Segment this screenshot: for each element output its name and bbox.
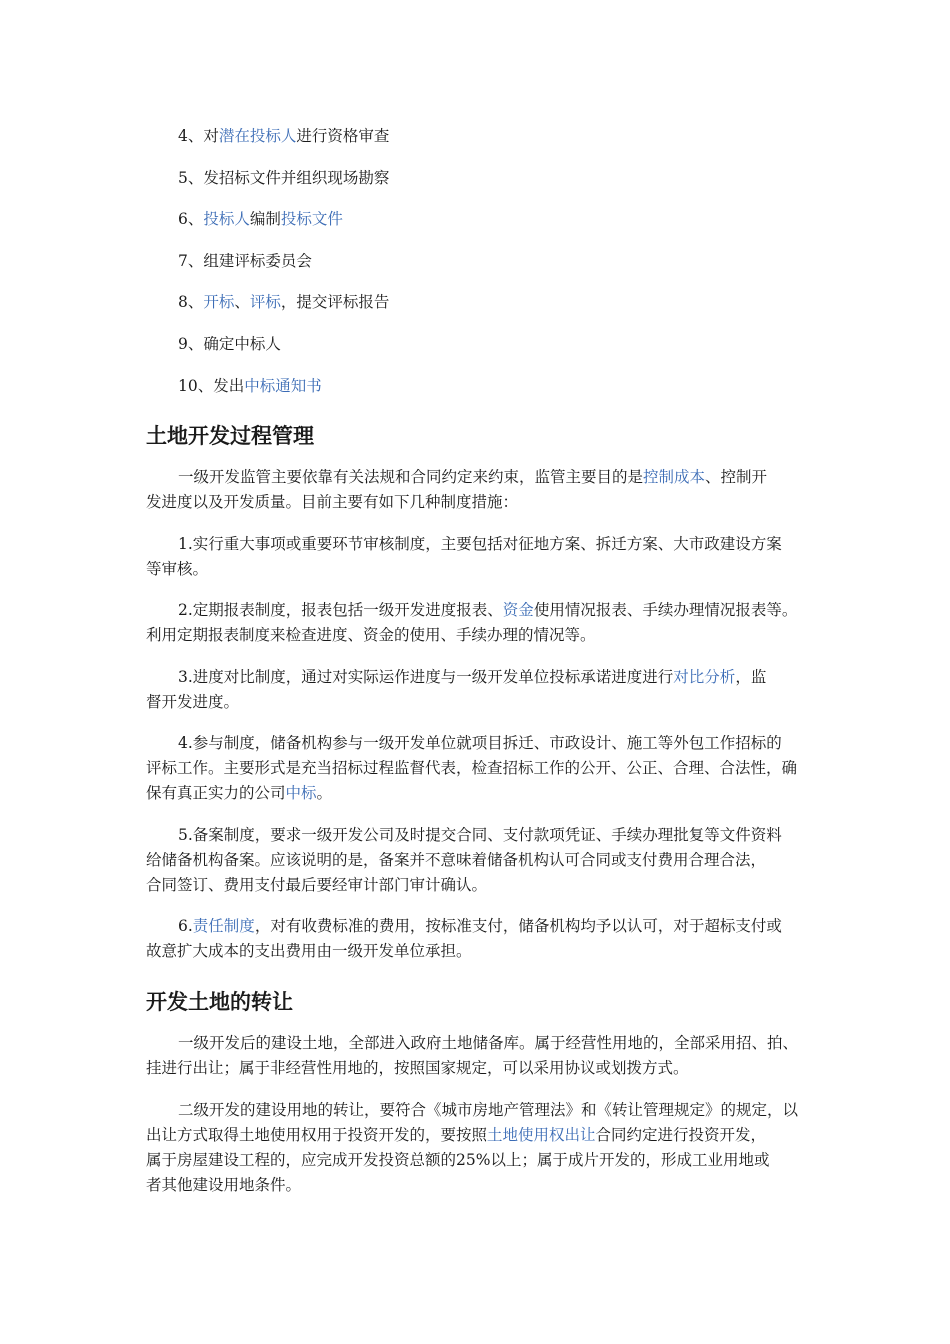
text-run: 一级开发后的建设土地，全部进入政府土地储备库。属于经营性用地的，全部采用招、拍、 [178,1034,799,1052]
paragraph-line [146,690,816,715]
paragraph [146,465,816,515]
paragraph-line [146,1031,816,1056]
text-run: 。 [316,784,333,802]
link-pingbiao[interactable]: 评标 [249,293,281,311]
text-run: 督开发进度。 [146,693,240,711]
text-run: 使用情况报表、手续办理情况报表等。 [533,601,798,619]
link-kongzhi-chengben[interactable]: 控制成本 [643,468,706,486]
text-run: 3.进度对比制度，通过对实际运作进度与一级开发单位投标承诺进度进行 [178,668,674,686]
text-run: 合同约定进行投资开发， [595,1126,767,1144]
text-run: 2.定期报表制度，报表包括一级开发进度报表、 [178,601,503,619]
paragraph-line [146,1098,816,1123]
link-tudi-shiyongquan-churang[interactable]: 土地使用权出让 [487,1126,596,1144]
list-segment: 8、 [178,293,204,311]
paragraph [146,1098,816,1198]
paragraph-line [146,623,816,648]
list-segment: 7、组建评标委员会 [178,252,312,270]
paragraph-line [146,823,816,848]
paragraph-line [146,873,816,898]
text-run: 1.实行重大事项或重要环节审核制度，主要包括对征地方案、拆迁方案、大市政建设方案 [178,535,782,553]
text-run: 发进度以及开发质量。目前主要有如下几种制度措施： [146,493,519,511]
paragraph-line [146,756,816,781]
link-toubiao-wenjian[interactable]: 投标文件 [280,210,343,228]
text-run: 二级开发的建设用地的转让，要符合《城市房地产管理法》和《转让管理规定》的规定，以 [178,1101,799,1119]
text-run: 6. [178,917,193,935]
paragraph-line [146,939,816,964]
list-segment: 9、确定中标人 [178,335,281,353]
text-run: 4.参与制度，储备机构参与一级开发单位就项目拆迁、市政设计、施工等外包工作招标的 [178,734,782,752]
list-segment: 编制 [249,210,281,228]
paragraph [146,665,816,715]
list-item [178,168,389,188]
paragraph-line [146,1148,816,1173]
text-run: ，对有收费标准的费用，按标准支付，储备机构均予以认可，对于超标支付或 [254,917,782,935]
link-qianzai-toubiaoren[interactable]: 潜在投标人 [218,127,297,145]
list-item [178,209,343,229]
paragraph [146,731,816,806]
list-segment: 、 [234,293,250,311]
text-run: 故意扩大成本的支出费用由一级开发单位承担。 [146,942,472,960]
text-run: 合同签订、费用支付最后要经审计部门审计确认。 [146,876,488,894]
paragraph-line [146,1056,816,1081]
link-zhongbiao[interactable]: 中标 [285,784,317,802]
paragraph-line [146,465,816,490]
text-run: ，监 [735,668,767,686]
text-run: 等审核。 [146,560,209,578]
paragraph-line [146,665,816,690]
paragraph-line [146,598,816,623]
text-run: 评标工作。主要形式是充当招标过程监督代表，检查招标工作的公开、公正、合理、合法性，确 [146,759,798,777]
link-toubiaoren[interactable]: 投标人 [203,210,250,228]
text-run: 属于房屋建设工程的，应完成开发投资总额的25%以上；属于成片开发的，形成工业用地或 [146,1151,770,1169]
paragraph-line [146,490,816,515]
text-run: 5.备案制度，要求一级开发公司及时提交合同、支付款项凭证、手续办理批复等文件资料 [178,826,782,844]
link-kaibiao[interactable]: 开标 [203,293,235,311]
link-zhongbiao-tongzhishu[interactable]: 中标通知书 [244,377,322,395]
link-zijin[interactable]: 资金 [502,601,534,619]
list-item [178,292,389,312]
text-run: 者其他建设用地条件。 [146,1176,302,1194]
section-heading: 开发土地的转让 [146,990,293,1014]
list-segment: 进行资格审查 [296,127,390,145]
paragraph [146,914,816,964]
text-run: 、控制开 [705,468,768,486]
paragraph-line [146,532,816,557]
link-zeren-zhidu[interactable]: 责任制度 [192,917,255,935]
paragraph-line [146,1173,816,1198]
paragraph-line [146,848,816,873]
section-heading: 土地开发过程管理 [146,424,314,448]
paragraph [146,823,816,898]
paragraph-line [146,1123,816,1148]
list-item [178,334,281,354]
text-run: 给储备机构备案。应该说明的是，备案并不意味着储备机构认可合同或支付费用合理合法， [146,851,767,869]
paragraph [146,598,816,648]
paragraph-line [146,781,816,806]
list-item [178,251,312,271]
list-item [178,126,389,146]
list-segment: ，提交评标报告 [280,293,390,311]
list-segment: 6、 [178,210,204,228]
paragraph [146,1031,816,1081]
paragraph-line [146,914,816,939]
text-run: 保有真正实力的公司 [146,784,286,802]
list-segment: 10、发出 [178,377,245,395]
list-item [178,376,322,396]
paragraph-line [146,731,816,756]
text-run: 一级开发监管主要依靠有关法规和合同约定来约束，监管主要目的是 [178,468,644,486]
list-segment: 5、发招标文件并组织现场勘察 [178,169,390,187]
text-run: 利用定期报表制度来检查进度、资金的使用、手续办理的情况等。 [146,626,596,644]
text-run: 出让方式取得土地使用权用于投资开发的，要按照 [146,1126,488,1144]
paragraph-line [146,557,816,582]
paragraph [146,532,816,582]
text-run: 挂进行出让；属于非经营性用地的，按照国家规定，可以采用协议或划拨方式。 [146,1059,689,1077]
list-segment: 4、对 [178,127,219,145]
link-duibi-fenxi[interactable]: 对比分析 [673,668,736,686]
